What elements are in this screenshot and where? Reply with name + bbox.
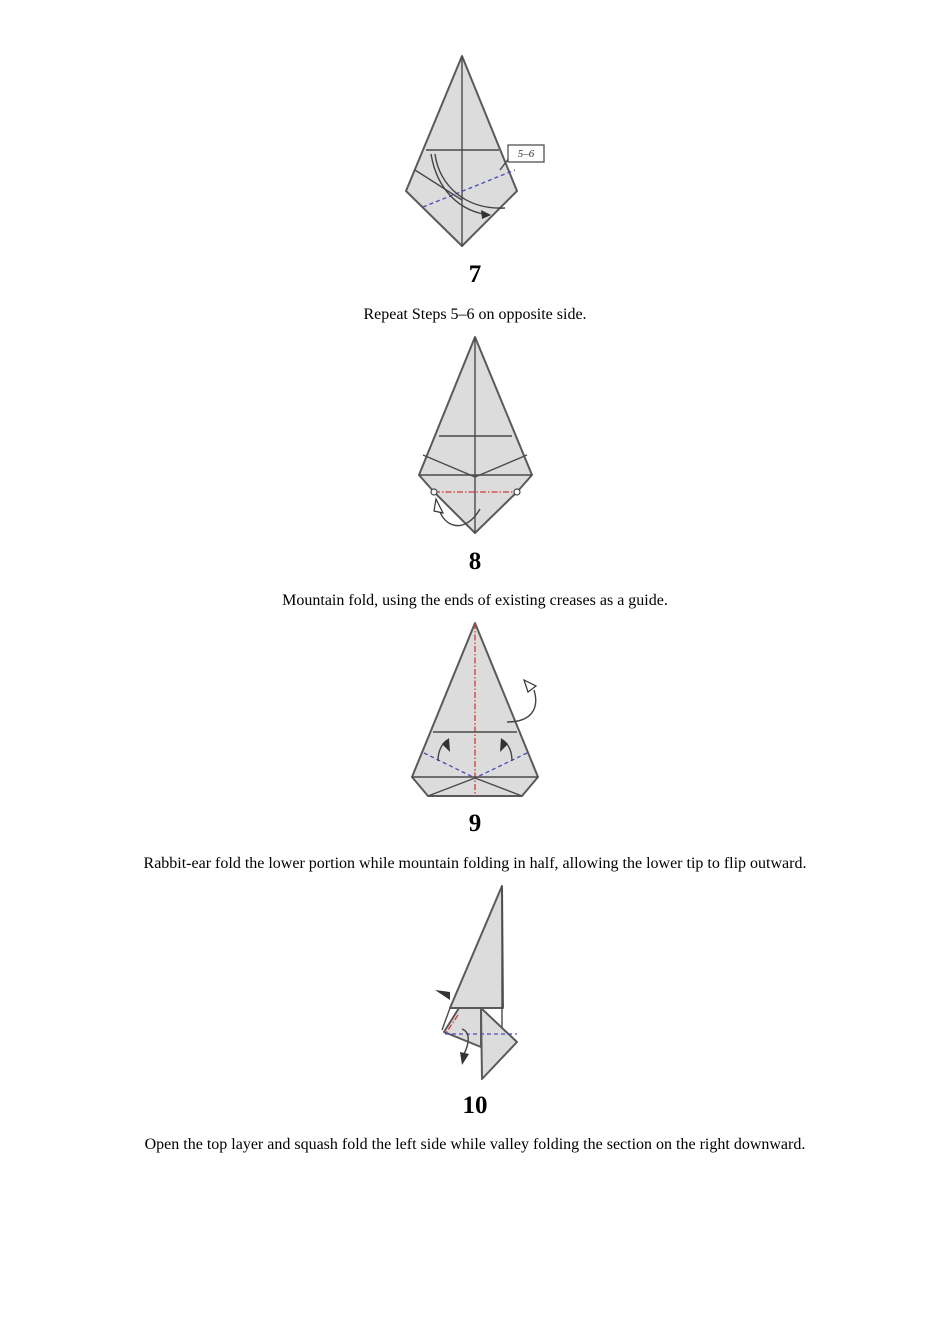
step-9-number: 9 bbox=[468, 810, 482, 837]
step-7-instruction: Repeat Steps 5–6 on opposite side. bbox=[363, 306, 587, 323]
step-10-instruction: Open the top layer and squash fold the left side while valley folding the section on the right downward. bbox=[144, 1136, 806, 1153]
step-8-number: 8 bbox=[468, 548, 482, 575]
repeat-steps-label: 5–6 bbox=[517, 148, 535, 160]
step-10-diagram bbox=[425, 882, 530, 1087]
step-9-diagram bbox=[400, 618, 550, 803]
step-8-diagram bbox=[410, 333, 540, 538]
step-8-instruction: Mountain fold, using the ends of existing creases as a guide. bbox=[282, 592, 668, 609]
step-10-number: 10 bbox=[462, 1092, 488, 1119]
step-9-instruction: Rabbit-ear fold the lower portion while mountain folding in half, allowing the lower tip to flip outward. bbox=[143, 855, 807, 872]
step-7-diagram bbox=[395, 50, 555, 255]
step-7-number: 7 bbox=[468, 261, 482, 288]
